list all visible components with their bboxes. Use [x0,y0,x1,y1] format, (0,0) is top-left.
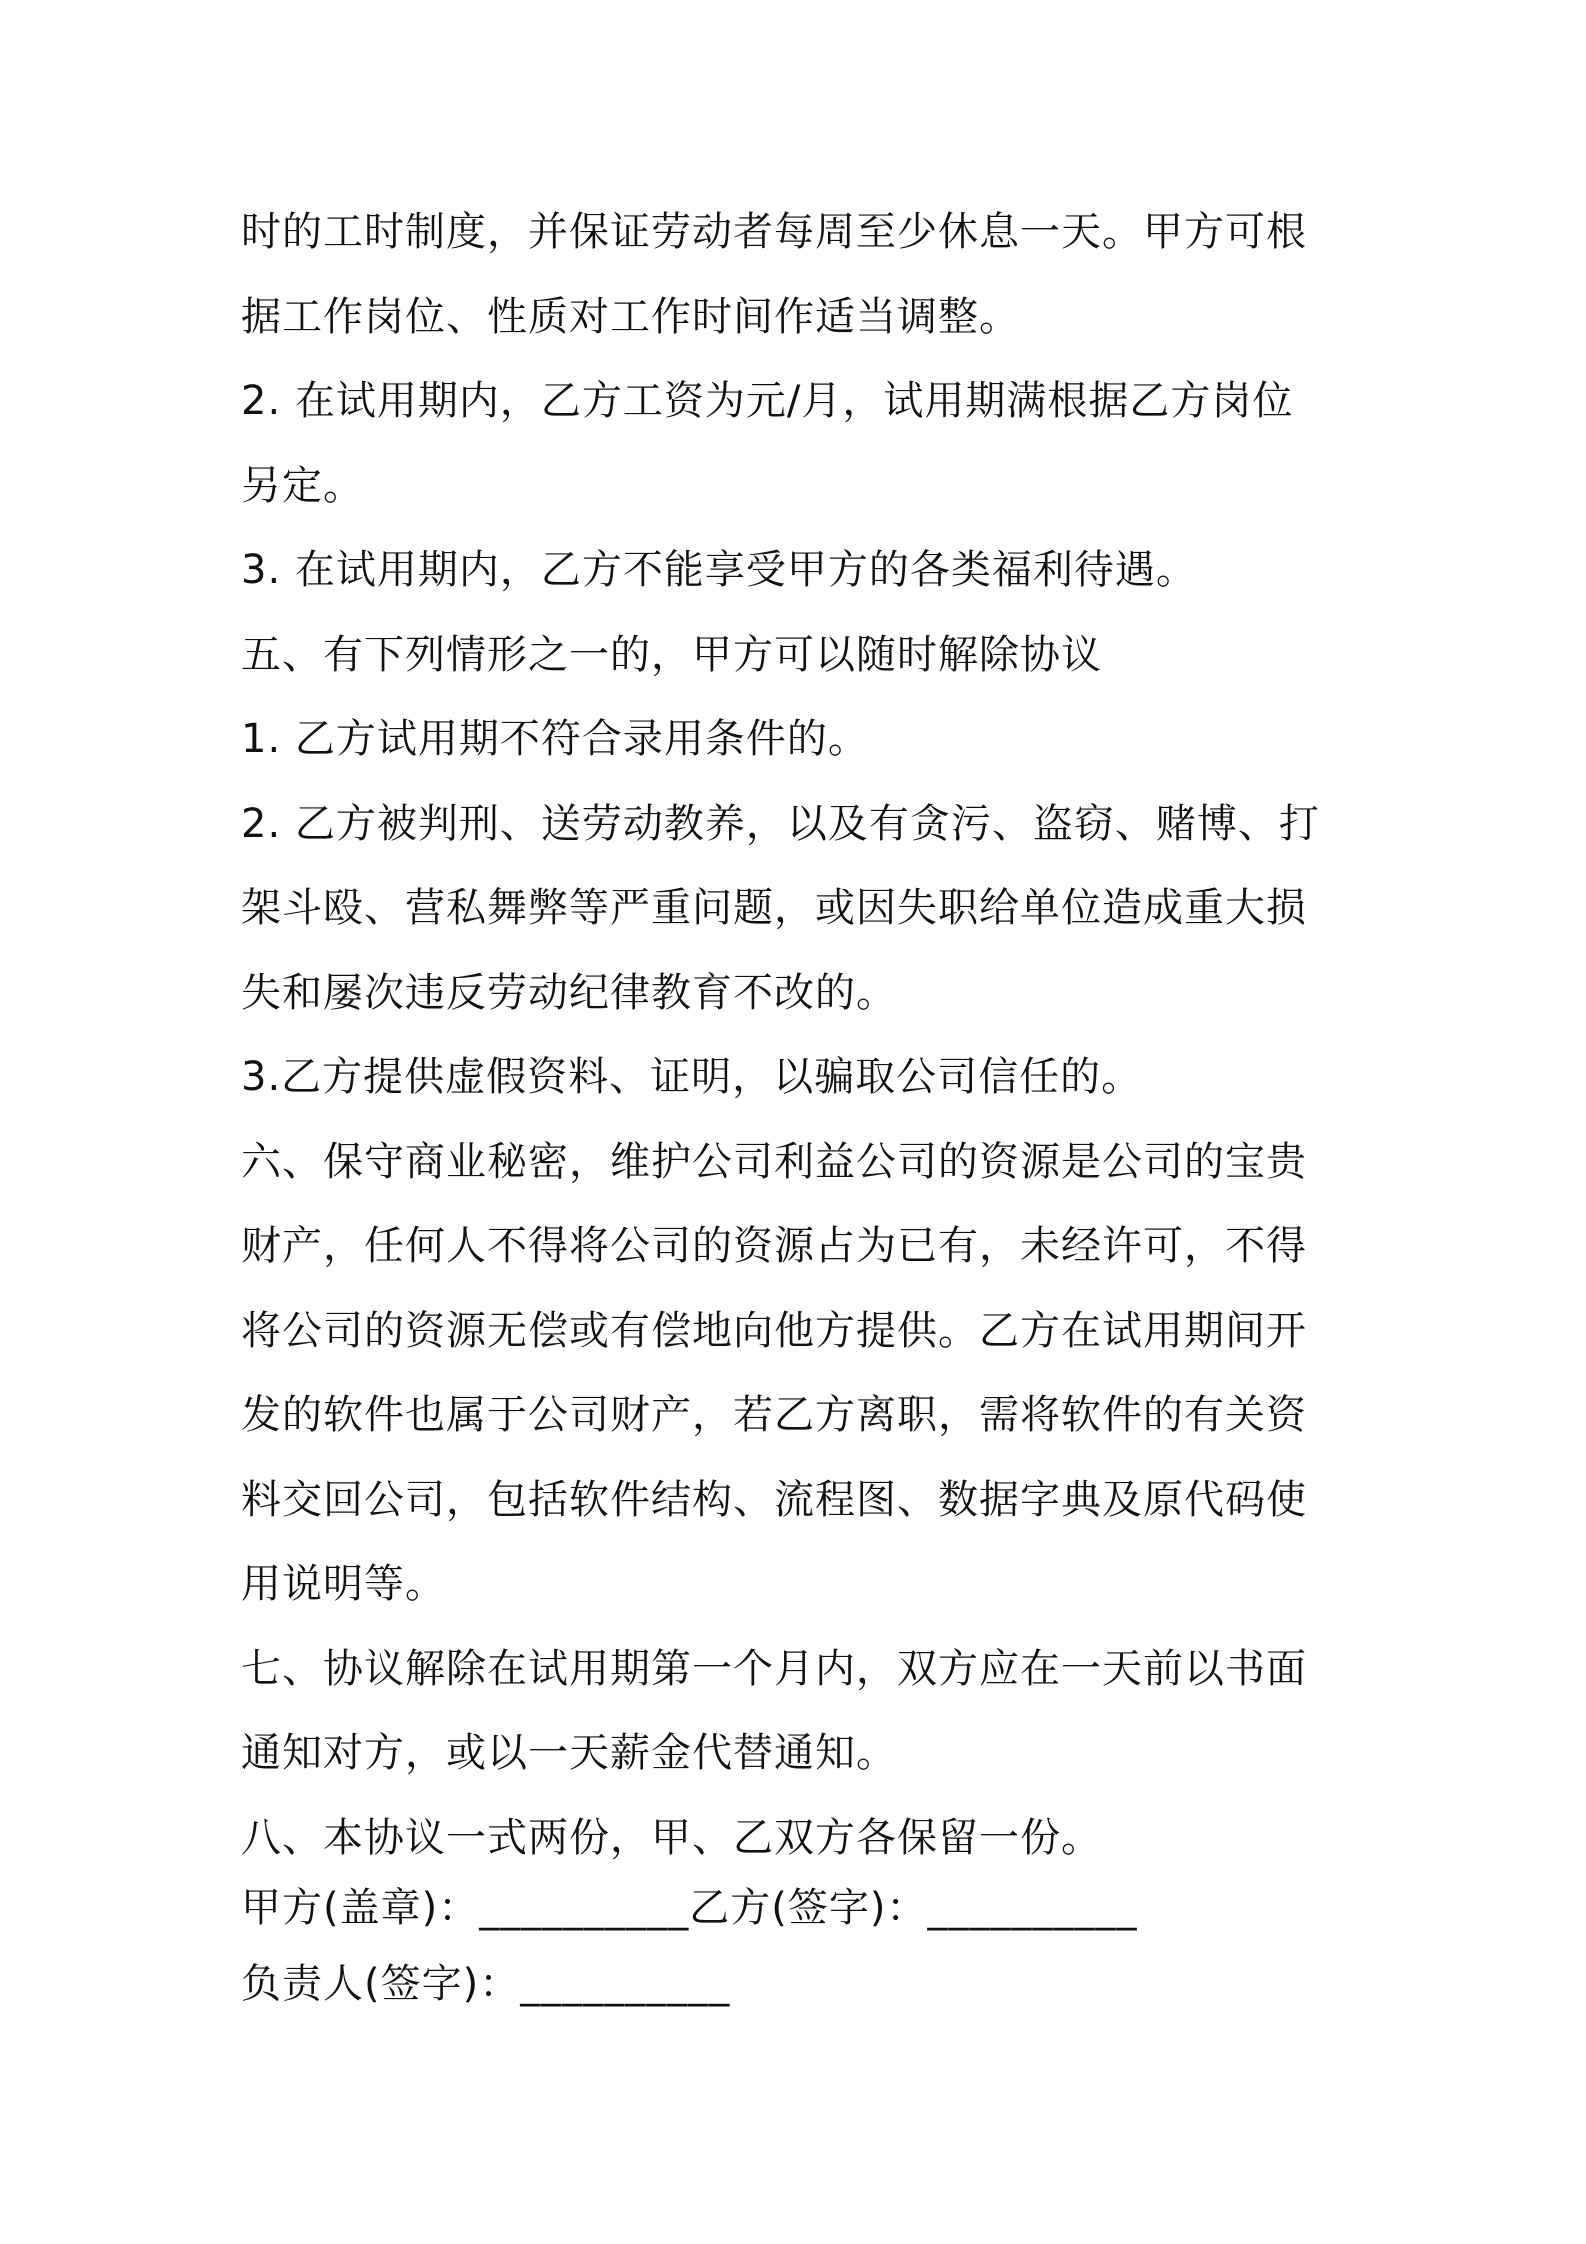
line-03: 2. 在试用期内，乙方工资为元/月，试用期满根据乙方岗位 [241,378,1294,424]
signature-row-parties [241,1878,1361,1938]
party-b-signature-blank: __________ [927,1885,1138,1931]
line-12: 六、保守商业秘密，维护公司利益公司的资源是公司的宝贵 [241,1138,1307,1185]
line-06: 五、有下列情形之一的，甲方可以随时解除协议 [241,631,1102,678]
line-18: 七、协议解除在试用期第一个月内，双方应在一天前以书面 [241,1645,1307,1692]
line-02: 据工作岗位、性质对工作时间作适当调整。 [241,293,1020,340]
line-10: 失和屡次违反劳动纪律教育不改的。 [241,969,897,1016]
line-08: 2. 乙方被判刑、送劳动教养，以及有贪污、盗窃、赌博、打 [241,800,1320,847]
line-17: 用说明等。 [241,1561,446,1607]
line-11: 3.乙方提供虚假资料、证明，以骗取公司信任的。 [241,1054,1143,1100]
line-09: 架斗殴、营私舞弊等严重问题，或因失职给单位造成重大损 [241,885,1307,931]
line-20: 八、本协议一式两份，甲、乙双方各保留一份。 [241,1814,1102,1861]
document-body [241,190,1361,1880]
party-a-label: 甲方(盖章)： [241,1885,480,1931]
responsible-label: 负责人(签字)： [241,1961,521,2007]
line-04: 另定。 [241,462,364,509]
line-01: 时的工时制度，并保证劳动者每周至少休息一天。甲方可根 [241,209,1307,255]
signature-row-responsible [241,1954,1361,2014]
party-a-signature-blank: __________ [479,1885,690,1931]
line-13: 财产，任何人不得将公司的资源占为已有，未经许可，不得 [241,1223,1307,1269]
line-07: 1. 乙方试用期不符合录用条件的。 [241,716,869,762]
line-05: 3. 在试用期内，乙方不能享受甲方的各类福利待遇。 [241,547,1197,593]
responsible-signature-blank: __________ [520,1961,731,2007]
line-15: 发的软件也属于公司财产，若乙方离职，需将软件的有关资 [241,1392,1307,1438]
party-b-label: 乙方(签字)： [689,1885,928,1931]
line-19: 通知对方，或以一天薪金代替通知。 [241,1730,897,1776]
line-14: 将公司的资源无偿或有偿地向他方提供。乙方在试用期间开 [241,1307,1307,1354]
line-16: 料交回公司，包括软件结构、流程图、数据字典及原代码使 [241,1476,1307,1523]
